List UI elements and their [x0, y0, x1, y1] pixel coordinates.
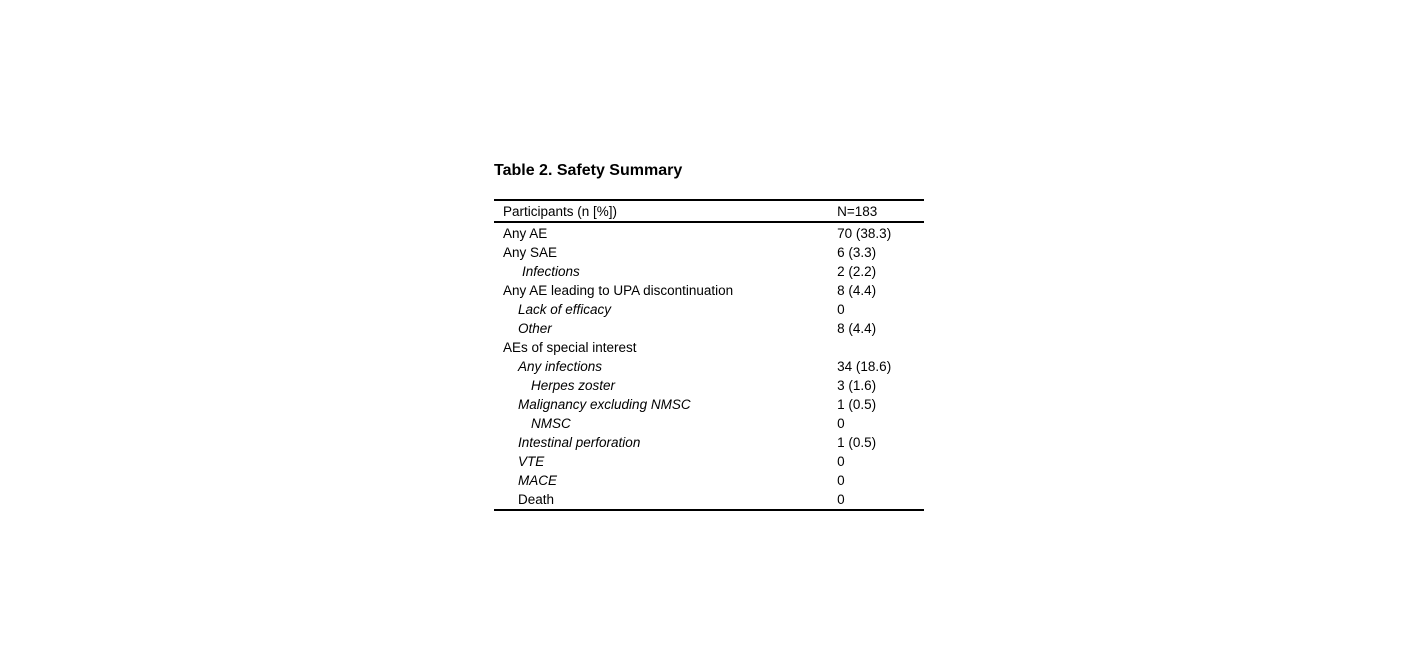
row-label: Malignancy excluding NMSC — [518, 397, 691, 412]
row-value: 70 (38.3) — [837, 226, 892, 241]
row-label: Any SAE — [503, 245, 558, 260]
row-label: Lack of efficacy — [518, 302, 612, 317]
table-row — [494, 395, 924, 414]
table-row — [494, 281, 924, 300]
row-label: Infections — [522, 264, 580, 279]
row-value: 0 — [837, 416, 845, 431]
table-row — [494, 262, 924, 281]
row-label: VTE — [518, 454, 545, 469]
table-row — [494, 243, 924, 262]
row-label: MACE — [518, 473, 558, 488]
row-value: 3 (1.6) — [837, 378, 877, 393]
row-value: 1 (0.5) — [837, 435, 877, 450]
row-value: 6 (3.3) — [837, 245, 877, 260]
row-value: 8 (4.4) — [837, 283, 877, 298]
table-body — [494, 222, 924, 510]
table-row — [494, 490, 924, 510]
row-value: 1 (0.5) — [837, 397, 877, 412]
row-label: AEs of special interest — [503, 340, 637, 355]
table-row — [494, 433, 924, 452]
row-value: 8 (4.4) — [837, 321, 877, 336]
row-label: Herpes zoster — [531, 378, 616, 393]
row-label: NMSC — [531, 416, 571, 431]
row-label: Death — [494, 490, 837, 510]
table-row — [494, 338, 924, 357]
safety-summary-table — [494, 199, 924, 511]
row-value: 0 — [837, 490, 924, 510]
row-value: 0 — [837, 302, 845, 317]
table-row — [494, 452, 924, 471]
row-label: Any infections — [518, 359, 603, 374]
row-value: 0 — [837, 454, 845, 469]
row-label: Other — [518, 321, 552, 336]
header-label: Participants (n [%]) — [494, 200, 837, 222]
row-label: Any AE — [503, 226, 548, 241]
table-row — [494, 471, 924, 490]
row-value: 2 (2.2) — [837, 264, 877, 279]
row-value: 0 — [837, 473, 845, 488]
row-value — [837, 338, 924, 357]
header-row — [494, 200, 924, 222]
row-label: Intestinal perforation — [518, 435, 641, 450]
row-value: 34 (18.6) — [837, 359, 892, 374]
row-label: Any AE leading to UPA discontinuation — [503, 283, 734, 298]
safety-summary-table-container — [494, 160, 924, 507]
table-row — [494, 222, 924, 243]
table-title: Table 2. Safety Summary — [494, 162, 683, 179]
table-row — [494, 357, 924, 376]
table-header — [494, 200, 924, 222]
table-row — [494, 300, 924, 319]
header-value: N=183 — [837, 200, 924, 222]
table-row — [494, 319, 924, 338]
table-row — [494, 376, 924, 395]
table-row — [494, 414, 924, 433]
